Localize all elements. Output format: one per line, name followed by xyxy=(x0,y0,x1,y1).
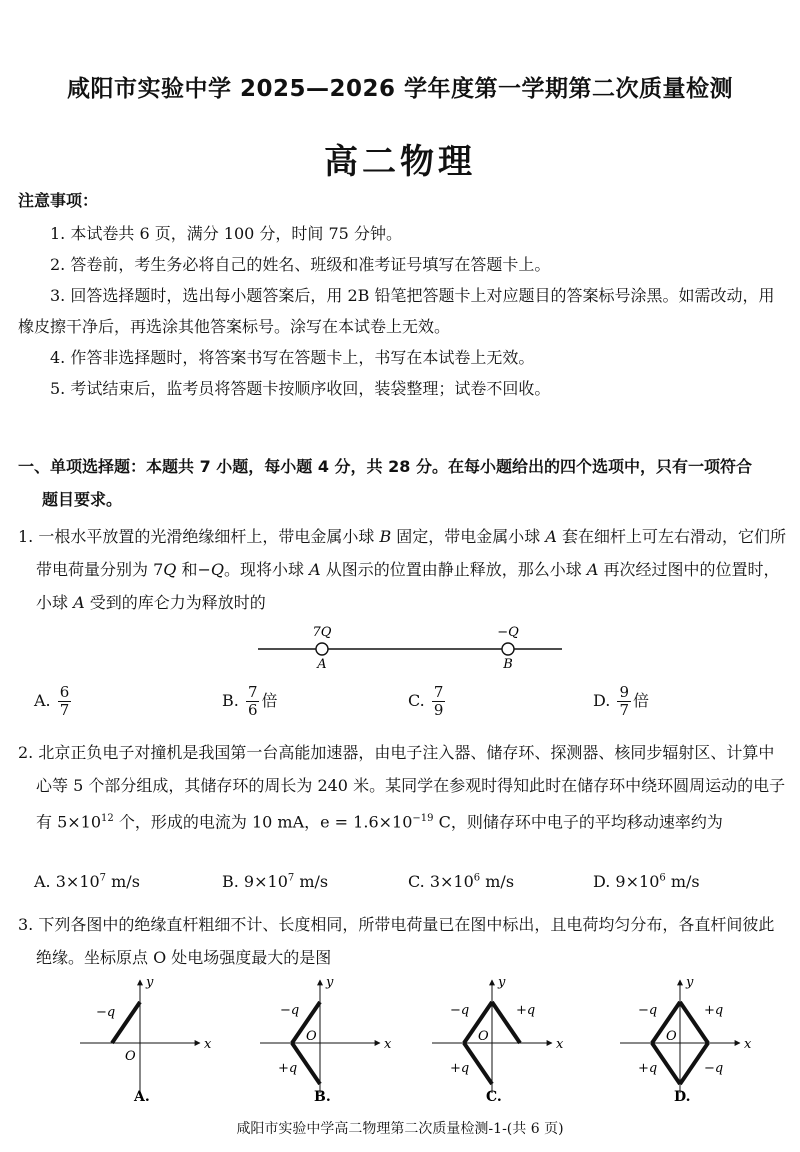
charge-label: +q xyxy=(638,1061,658,1076)
fraction-numerator: 9 xyxy=(619,683,629,701)
fraction-numerator: 7 xyxy=(247,683,258,701)
charge-label: +q xyxy=(450,1061,470,1076)
q1-text: 从图示的位置由静止释放，那么小球 xyxy=(320,560,587,579)
q1-var: Q xyxy=(210,560,225,579)
option-b[interactable] xyxy=(222,872,328,891)
origin-label: O xyxy=(306,1029,317,1044)
notice-item: 5. 考试结束后，监考员将答题卡按顺序收回，装袋整理；试卷不回收。 xyxy=(50,379,551,398)
q1-var: A xyxy=(545,527,557,546)
option-exponent: 7 xyxy=(287,872,295,884)
option-a[interactable] xyxy=(34,684,73,719)
axis-x-label: x xyxy=(204,1037,212,1052)
question-2-options xyxy=(18,872,788,912)
figure-label: C. xyxy=(486,1089,502,1105)
rod-negative xyxy=(112,1002,140,1043)
option-d[interactable] xyxy=(593,872,700,891)
fraction-denominator: 6 xyxy=(247,701,258,719)
option-exponent: 7 xyxy=(99,872,107,884)
axis-x-label: x xyxy=(384,1037,392,1052)
q2-exponent: 12 xyxy=(101,813,114,824)
fraction-denominator: 7 xyxy=(619,701,629,719)
notice-list xyxy=(18,218,786,404)
notice-heading: 注意事项： xyxy=(18,191,99,210)
question-3 xyxy=(18,908,788,974)
notice-item: 2. 答卷前，考生务必将自己的姓名、班级和准考证号填写在答题卡上。 xyxy=(50,255,551,274)
notice-item: 1. 本试卷共 6 页，满分 100 分，时间 75 分钟。 xyxy=(50,224,402,243)
option-letter: C. xyxy=(408,691,425,710)
ball-a-charge: 7Q xyxy=(312,625,332,640)
option-suffix: 倍 xyxy=(261,691,278,710)
option-exponent: 6 xyxy=(473,872,481,884)
option-unit: m/s xyxy=(106,872,140,891)
notice-item: 4. 作答非选择题时，将答案书写在答题卡上，书写在本试卷上无效。 xyxy=(50,348,535,367)
origin-label: O xyxy=(666,1029,677,1044)
exam-title: 咸阳市实验中学 2025—2026 学年度第一学期第二次质量检测 xyxy=(66,76,734,102)
fraction xyxy=(58,684,72,719)
charge-label: −q xyxy=(638,1003,658,1018)
q1-text: 1. 一根水平放置的光滑绝缘细杆上，带电金属小球 xyxy=(18,527,380,546)
ball-b-charge: −Q xyxy=(497,625,519,640)
option-b[interactable] xyxy=(222,684,278,719)
figure-a[interactable] xyxy=(80,975,212,1105)
q1-text: 再次经过图中的位置时，小球 xyxy=(36,560,780,612)
option-text: C. 3×10 xyxy=(408,872,474,891)
fraction-denominator: 9 xyxy=(433,701,444,719)
q1-text: 。现将小球 xyxy=(224,560,310,579)
fraction xyxy=(432,684,446,719)
figure-b[interactable] xyxy=(260,975,392,1105)
origin-label: O xyxy=(125,1049,136,1064)
charge-label: −q xyxy=(280,1003,300,1018)
fraction-denominator: 7 xyxy=(59,701,70,719)
question-1 xyxy=(18,520,788,619)
charge-label: −q xyxy=(450,1003,470,1018)
fraction-numerator: 7 xyxy=(433,683,444,701)
figure-label: D. xyxy=(674,1089,691,1105)
option-letter: A. xyxy=(34,691,51,710)
option-c[interactable] xyxy=(408,872,514,891)
page-footer: 咸阳市实验中学高二物理第二次质量检测-1-(共 6 页) xyxy=(236,1121,564,1137)
q1-var: A xyxy=(309,560,321,579)
question-1-stem xyxy=(18,520,788,619)
q1-text: 固定，带电金属小球 xyxy=(391,527,546,546)
ball-a xyxy=(316,643,328,655)
charge-label: +q xyxy=(704,1003,724,1018)
q1-text: 受到的库仑力为释放时的 xyxy=(84,593,266,612)
option-exponent: 6 xyxy=(659,872,666,884)
figure-label: A. xyxy=(134,1089,150,1105)
axis-x-label: x xyxy=(744,1037,752,1052)
q1-var: B xyxy=(379,527,392,546)
question-1-options xyxy=(18,684,788,724)
q2-text: 个，形成的电流为 10 mA，e = 1.6×10 xyxy=(113,812,413,832)
axis-y-label: y xyxy=(686,975,694,990)
q1-figure-rod xyxy=(250,622,570,672)
option-unit: m/s xyxy=(480,872,515,891)
charge-label: −q xyxy=(96,1005,116,1020)
option-letter: B. xyxy=(222,691,239,710)
axis-x-label: x xyxy=(556,1037,564,1052)
q3-figures xyxy=(60,968,780,1108)
ball-b xyxy=(502,643,514,655)
figure-c[interactable] xyxy=(432,975,564,1105)
q2-text: C，则储存环中电子的平均移动速率约为 xyxy=(433,812,723,832)
axis-y-label: y xyxy=(498,975,506,990)
fraction xyxy=(617,684,631,719)
question-2-stem xyxy=(18,736,788,838)
q2-exponent: −19 xyxy=(412,813,434,824)
q1-var: Q xyxy=(163,560,177,579)
option-text: D. 9×10 xyxy=(593,872,660,891)
section-heading-line1: 一、单项选择题：本题共 7 小题，每小题 4 分，共 28 分。在每小题给出的四个选项中，只有一项符合 xyxy=(18,457,752,476)
q2-text: 2. 北京正负电子对撞机是我国第一台高能加速器，由电子注入器、储存环、探测器、核同步辐射区、计算中心等 5 个部分组成，其储存环的周长为 240 米。某同学在参观时得知此时在储存环中绕环圆周运动的电子有 5×10 xyxy=(18,743,786,832)
section-heading-line2: 题目要求。 xyxy=(42,490,123,509)
option-c[interactable] xyxy=(408,684,447,719)
fraction xyxy=(246,684,260,719)
question-2 xyxy=(18,736,788,838)
q1-text: 套在细杆上可左右滑动，它们所带电荷量分别为 7 xyxy=(36,527,787,579)
option-a[interactable] xyxy=(34,872,140,891)
question-3-stem: 3. 下列各图中的绝缘直杆粗细不计、长度相同，所带电荷量已在图中标出，且电荷均匀分布，各直杆间彼此绝缘。坐标原点 O 处电场强度最大的是图 xyxy=(18,915,775,967)
origin-label: O xyxy=(478,1029,489,1044)
option-text: A. 3×10 xyxy=(34,872,100,891)
section-heading xyxy=(18,450,788,516)
notice-item: 3. 回答选择题时，选出每小题答案后，用 2B 铅笔把答题卡上对应题目的答案标号涂黑。如需改动，用橡皮擦干净后，再选涂其他答案标号。涂写在本试卷上无效。 xyxy=(18,286,775,336)
charge-label: +q xyxy=(278,1061,298,1076)
option-letter: D. xyxy=(593,691,611,710)
fraction-numerator: 6 xyxy=(59,683,70,701)
ball-a-label: A xyxy=(317,657,327,672)
q1-var: A xyxy=(586,560,599,579)
charge-label: +q xyxy=(516,1003,536,1018)
axis-y-label: y xyxy=(326,975,334,990)
figure-d[interactable] xyxy=(620,975,752,1105)
option-text: B. 9×10 xyxy=(222,872,288,891)
q1-var: A xyxy=(73,593,85,612)
ball-b-label: B xyxy=(503,657,513,672)
subject-title: 高二物理 xyxy=(324,142,476,182)
option-suffix: 倍 xyxy=(632,691,649,710)
q1-text: 和− xyxy=(176,560,211,579)
option-unit: m/s xyxy=(294,872,329,891)
figure-label: B. xyxy=(314,1089,331,1105)
axis-y-label: y xyxy=(146,975,154,990)
option-d[interactable] xyxy=(593,684,649,719)
option-unit: m/s xyxy=(665,872,700,891)
charge-label: −q xyxy=(704,1061,724,1076)
